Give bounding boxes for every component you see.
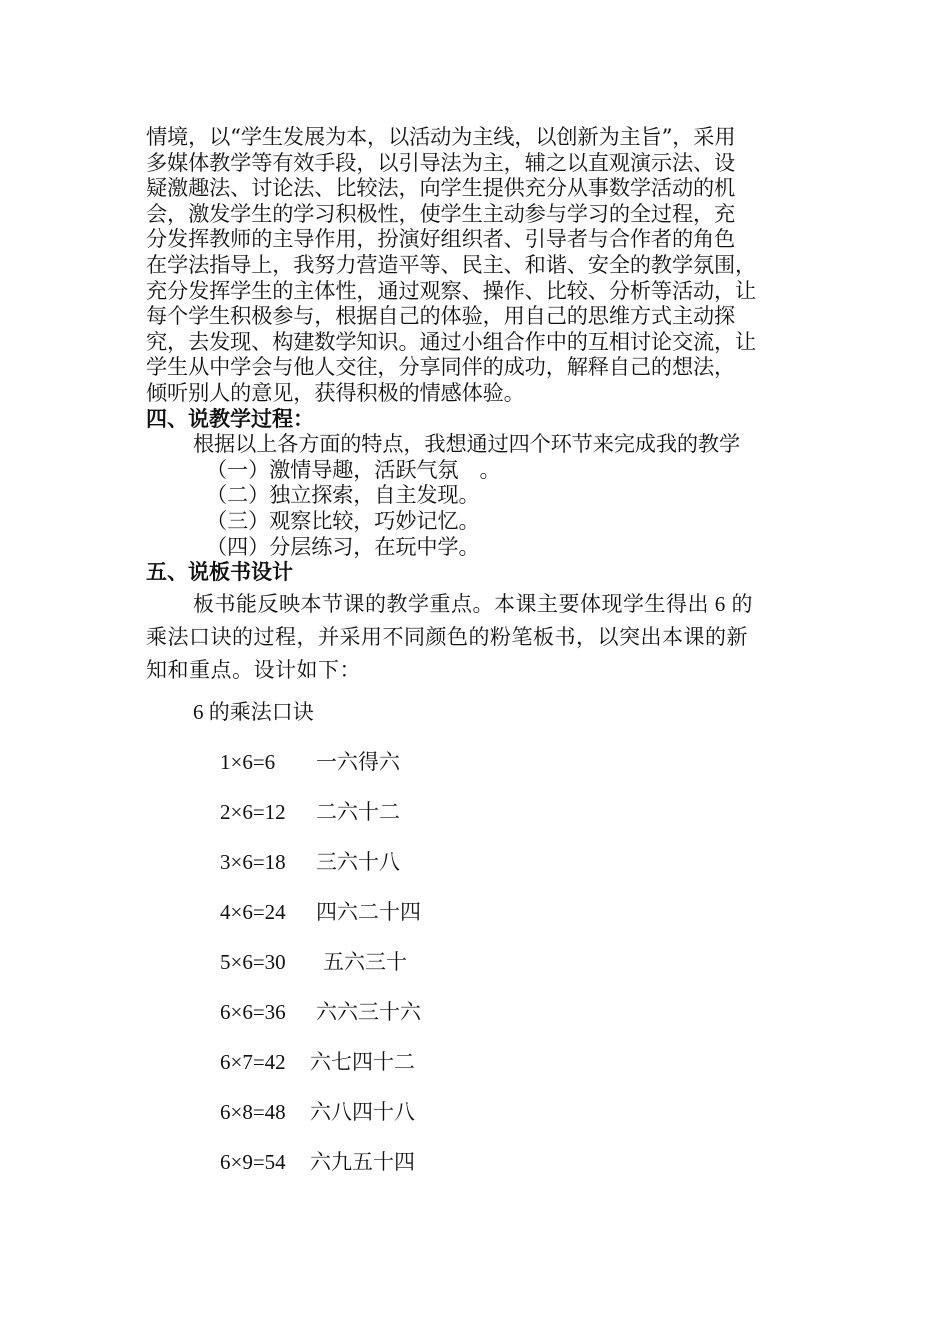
multiplication-table-title: 6 的乘法口诀 bbox=[193, 700, 314, 725]
multiplication-row bbox=[220, 997, 810, 1047]
equation: 5×6=30 bbox=[220, 950, 286, 975]
rhyme: 六九五十四 bbox=[310, 1150, 415, 1175]
paragraph-line: 乘法口诀的过程，并采用不同颜色的粉笔板书，以突出本课的新 bbox=[146, 625, 748, 650]
paragraph-board-design bbox=[146, 588, 810, 687]
step-item: （三）观察比较，巧妙记忆。 bbox=[206, 507, 480, 533]
paragraph-line: 每个学生积极参与，根据自己的体验，用自己的思维方式主动探 bbox=[146, 303, 736, 329]
paragraph-teaching-method bbox=[146, 124, 810, 406]
multiplication-row bbox=[220, 947, 810, 997]
rhyme: 五六三十 bbox=[323, 950, 407, 975]
paragraph-line: 板书能反映本节课的教学重点。本课主要体现学生得出 6 的 bbox=[193, 592, 753, 617]
section-heading-teaching-process: 四、说教学过程： bbox=[146, 405, 314, 431]
equation: 3×6=18 bbox=[220, 850, 286, 875]
equation: 1×6=6 bbox=[220, 750, 276, 775]
equation: 2×6=12 bbox=[220, 800, 286, 825]
multiplication-row bbox=[220, 797, 810, 847]
paragraph-line: 分发挥教师的主导作用，扮演好组织者、引导者与合作者的角色 bbox=[146, 226, 736, 252]
step-item: （四）分层练习，在玩中学。 bbox=[206, 533, 480, 559]
rhyme: 四六二十四 bbox=[316, 900, 421, 925]
rhyme: 六六三十六 bbox=[316, 1000, 421, 1025]
paragraph-line: 学生从中学会与他人交往，分享同伴的成功，解释自己的想法， bbox=[146, 354, 736, 380]
multiplication-row bbox=[220, 1097, 810, 1147]
paragraph-line: 倾听别人的意见，获得积极的情感体验。 bbox=[146, 379, 525, 405]
step-item: （一）激情导趣，活跃气氛 。 bbox=[206, 456, 501, 482]
paragraph-line: 充分发挥学生的主体性，通过观察、操作、比较、分析等活动，让 bbox=[146, 277, 757, 303]
paragraph-line: 在学法指导上，我努力营造平等、民主、和谐、安全的教学氛围， bbox=[146, 251, 757, 277]
multiplication-row bbox=[220, 747, 810, 797]
rhyme: 二六十二 bbox=[316, 800, 400, 825]
multiplication-row bbox=[220, 1147, 810, 1197]
rhyme: 三六十八 bbox=[316, 850, 400, 875]
section-heading-board-design: 五、说板书设计 bbox=[146, 559, 293, 585]
multiplication-table bbox=[146, 747, 810, 1197]
multiplication-row bbox=[220, 847, 810, 897]
section-intro: 根据以上各方面的特点，我想通过四个环节来完成我的教学 bbox=[193, 431, 740, 457]
paragraph-line: 疑激趣法、讨论法、比较法，向学生提供充分从事数学活动的机 bbox=[146, 175, 736, 201]
paragraph-line: 究，去发现、构建数学知识。通过小组合作中的互相讨论交流，让 bbox=[146, 328, 757, 354]
document-page bbox=[146, 124, 810, 1197]
equation: 6×8=48 bbox=[220, 1100, 286, 1125]
multiplication-row bbox=[220, 897, 810, 947]
equation: 6×9=54 bbox=[220, 1150, 286, 1175]
paragraph-line: 多媒体教学等有效手段，以引导法为主，辅之以直观演示法、设 bbox=[146, 149, 736, 175]
rhyme: 六七四十二 bbox=[310, 1050, 415, 1075]
multiplication-row bbox=[220, 1047, 810, 1097]
rhyme: 六八四十八 bbox=[310, 1100, 415, 1125]
paragraph-line: 知和重点。设计如下： bbox=[146, 658, 361, 683]
equation: 6×7=42 bbox=[220, 1050, 286, 1075]
paragraph-line: 会，激发学生的学习积极性，使学生主动参与学习的全过程，充 bbox=[146, 200, 736, 226]
paragraph-line: 情境，以“学生发展为本，以活动为主线，以创新为主旨”，采用 bbox=[146, 124, 736, 149]
rhyme: 一六得六 bbox=[316, 750, 400, 775]
step-item: （二）独立探索，自主发现。 bbox=[206, 482, 480, 508]
equation: 6×6=36 bbox=[220, 1000, 286, 1025]
equation: 4×6=24 bbox=[220, 900, 286, 925]
